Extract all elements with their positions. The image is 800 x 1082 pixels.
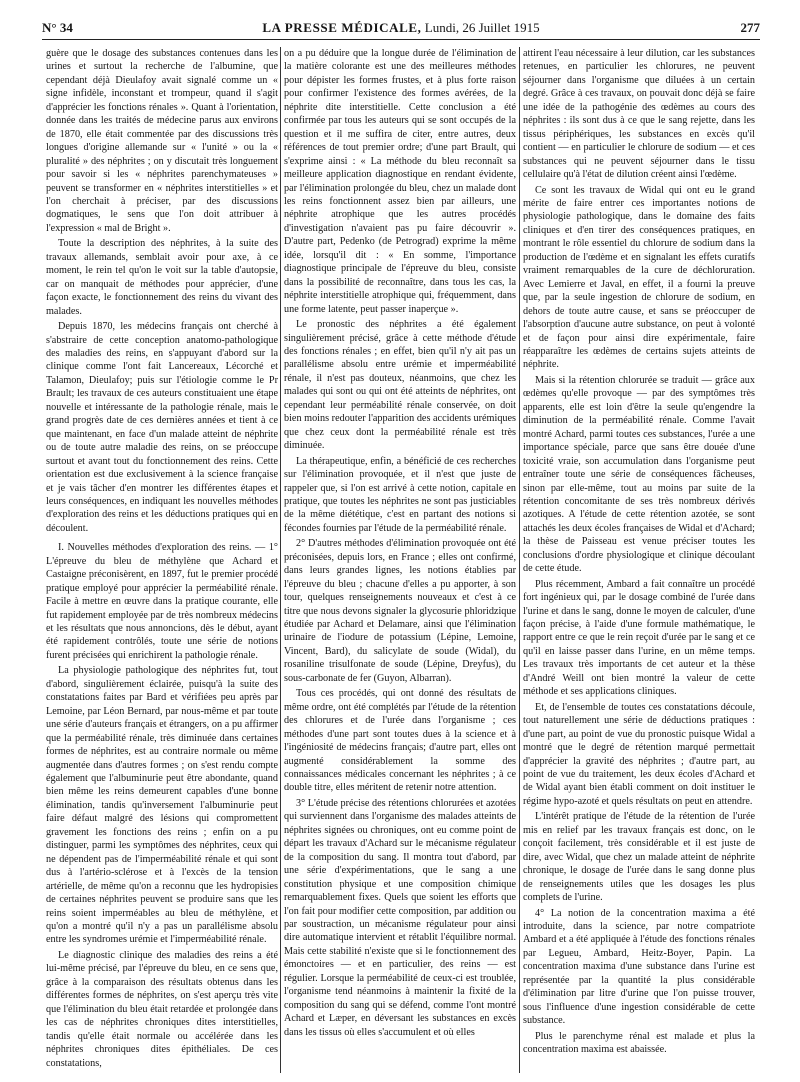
text-column-2 (284, 47, 516, 1075)
column-rule (280, 47, 281, 1073)
body-paragraph: 2° D'autres méthodes d'élimination provoquée ont été préconisées, depuis lors, en France ; elles ont confirmé, dans leurs grandes lignes, les notions établies par l'épreuve du bleu ; chacune d'elles a pu apporter, à son tour, quelques renseignements nouveaux et c'est à ce titre que nous devons signaler la glycosurie phloridzique étudiée par Achard et Delamare, ainsi que l'élimination urinaire de l'iodure de potassium (Lépine, Lemoine, Vincent, Bard), du salicylate de soude (Widal), du rosaniline trisulfonate de soude (Lépine, Dreyfus), du sous-carbonate de fer (Guyon, Albarran). (284, 538, 516, 684)
running-header (42, 17, 760, 40)
body-paragraph: Depuis 1870, les médecins français ont cherché à s'abstraire de cette conception anatomo-pathologique des maladies des reins, en s'appuyant d'abord sur la clinique comme l'ont fait Lancereaux, Lécorché et Talamon, Dieulafoy; puis sur l'étiologie comme le Pr Brault; les travaux de ces auteurs constituaient une étape nouvelle et intéressante de la pathologie rénale, mais le grand progrès date de ces dernières années et tient à ce que maintenant, en face d'un malade atteint de néphrite ou de toute autre maladie des reins, on se préoccupe surtout et avant tout du fonctionnement des reins. Cette orientation est due exclusivement à la science française et je vais tâcher d'en montrer les différentes étapes et leurs conséquences, en indiquant les nouvelles méthodes d'exploration des reins et les déductions pratiques qui en découlent. (46, 321, 278, 534)
body-paragraph: Le diagnostic clinique des maladies des reins a été lui-même précisé, par l'épreuve du bleu, en ce sens que, grâce à la comparaison des résultats obtenus dans les différentes formes de néphrites, on s'est aperçu très vite que l'élimination du bleu était retardée et prolongée dans les cas de néphrites chroniques dites interstitielles, tandis qu'elle était normale ou accélérée dans les néphrites chroniques dites épithéliales. De ces constatations, (46, 949, 278, 1069)
column-rule (519, 47, 520, 1073)
body-paragraph: guère que le dosage des substances contenues dans les urines et surtout la recherche de l'albumine, que cependant déjà Dieulafoy avait signalé comme un « signe infidèle, inconstant et trompeur, quand il s'agit d'apprécier les fonctions rénales ». Quant à l'orientation, donnée dans les traités de médecine parus aux environs de 1870, elle était commentée par des discussions très longues d'origine allemande sur « l'unité » ou la « pluralité » des néphrites ; on y discutait très longuement pour savoir si les « néphrites parenchymateuses » peuvent se transformer en « néphrites interstitielles » et l'on cherchait à préciser, par des discussions dogmatiques, le sens que l'on doit attribuer à l'expression « mal de Bright ». (46, 48, 278, 234)
page-number: 277 (740, 20, 760, 35)
text-column-1 (46, 47, 278, 1075)
body-paragraph: Ce sont les travaux de Widal qui ont eu le grand mérite de faire entrer ces importantes notions de physiologie pathologique, dans le domaine des faits cliniques et d'en tirer des conséquences pratiques, en montrant le rôle essentiel du chlorure de sodium dans la production de l'œdème et en signalant les effets curatifs vraiment remarquables de la cure de déchloruration. Avec Lemierre et Javal, en effet, il a fourni la preuve que, par la seule ingestion de chlorure de sodium, en dehors de toute autre cause, et sans se préoccuper de l'absorption d'aucune autre substance, on peut à volonté et de façon pour ainsi dire expérimentale, faire réapparaître les œdèmes de certains sujets atteints de néphrite. (523, 184, 755, 371)
body-paragraph: Et, de l'ensemble de toutes ces constatations découle, tout naturellement une série de déductions pratiques : d'une part, au point de vue du pronostic puisque Widal a montré que le degré de rétention marqué permettait d'apprécier la gravité des néphrites ; d'autre part, au point de vue du traitement, les deux écoles d'Achard et de Widal ayant bien établi comment on doit instituer le régime hypo-azoté et quels résultats on peut en attendre. (523, 701, 755, 807)
body-paragraph: Toute la description des néphrites, à la suite des travaux allemands, semblait avoir pour axe, à ce moment, le rein tel qu'on le voit sur la table d'autopsie, car on manquait de méthodes pour apprécier, d'une façon exacte, le fonctionnement des reins du vivant des malades. (46, 238, 278, 317)
body-paragraph: on a pu déduire que la longue durée de l'élimination de la matière colorante est une des meilleures méthodes pour dépister les formes frustes, et à plus forte raison pour confirmer l'existence des formes avérées, de la néphrite dite interstitielle. Cette conclusion a été confirmée par tous les auteurs qui se sont occupés de la question et il me suffira de citer, entre autres, deux références de tout premier ordre; d'une part Brault, qui s'exprime ainsi : « La méthode du bleu reconnaît sa meilleure application diagnostique en rendant évidente, par l'élimination prolongée du bleu, chez un malade dont les reins fonctionnent assez bien par ailleurs, une néphrite atrophique que les autres procédés d'investigation n'avaient pas pu faire découvrir ». D'autre part, Pedenko (de Petrograd) exprime la même idée, lorsqu'il dit : « En somme, l'importance diagnostique principale de l'épreuve du bleu, consiste dans la possibilité de reconnaître, dans tous les cas, la néphrite interstitielle atrophique qui, fréquemment, dans une forme latente, peut passer inaperçue ». (284, 48, 516, 315)
journal-title: LA PRESSE MÉDICALE, (262, 20, 422, 35)
issue-number: N° 34 (42, 20, 73, 35)
masthead (42, 20, 760, 36)
body-paragraph: Plus le parenchyme rénal est malade et plus la concentration maxima est abaissée. (523, 1030, 755, 1056)
body-paragraph: 4° La notion de la concentration maxima a été introduite, dans la science, par notre compatriote Ambard et a été appliquée à l'étude des fonctions rénales par Legueu, Ambard, Heitz-Boyer, Papin. La concentration maxima d'une substance dans l'urine est représentée par la quantité la plus considérable d'élimination par litre d'urine que l'on puisse trouver, sous l'influence d'une ingestion considérable de cette substance. (523, 907, 755, 1027)
body-paragraph: L'intérêt pratique de l'étude de la rétention de l'urée mis en relief par les travaux français est donc, on le conçoit facilement, très considérable et il est juste de dire, avec Widal, que chez un malade atteint de néphrite chronique, le dosage de l'urée dans le sang donne plus de renseignements utiles que les dosages les plus complets de l'urine. (523, 811, 755, 904)
body-paragraph: 3° L'étude précise des rétentions chlorurées et azotées qui surviennent dans l'organisme des malades atteints de néphrites signées ou chroniques, ont eu comme point de départ les travaux d'Achard sur le mécanisme régulateur de la composition du sang. Il montra tout d'abord, par une série d'expérimentations, que le sang a une constitution physique et une composition chimique remarquablement fixes. Quels que soient les efforts que l'on fait pour modifier cette composition, par addition ou par soustraction, un mécanisme régulateur pour ainsi dire automatique intervient et rétablit l'équilibre normal. Mais cette stabilité n'existe que si le fonctionnement des émonctoires — et en particulier, des reins — est régulier. Lorsque la perméabilité de ceux-ci est troublée, l'organisme tend néanmoins à maintenir la fixité de la composition du sang qui se défend, comme l'ont montré Achard et Læper, en déversant les substances en excès dans les tissus où elles s'accumulent et où elles (284, 797, 516, 1038)
body-paragraph: La thérapeutique, enfin, a bénéficié de ces recherches sur l'élimination provoquée, et il n'est que juste de rappeler que, si l'on est arrivé à cette notion, capitale en pratique, que toutes les néphrites ne sont pas justiciables de la même diététique, c'est en partant des notions si fécondes fournies par l'étude de la perméabilité rénale. (284, 455, 516, 534)
body-paragraph: Mais si la rétention chlorurée se traduit — grâce aux œdèmes qu'elle provoque — par des symptômes très apparents, elle est loin d'être la seule qu'engendre la diminution de la perméabilité rénale. Comme l'avait montré Achard, parmi toutes ces substances, l'urée a une importance spéciale, parce que sans être douée d'une toxicité vraie, son accumulation dans l'organisme peut entraîner toute une série de conséquences fâcheuses, sinon par elle-même, tout au moins par suite de la rétention concomitante de ses très nombreux dérivés azotiques. A l'étude de cette rétention azotée, se sont attachés les deux écoles françaises de Widal et d'Achard; la thèse de Paisseau est venue préciser toutes les conclusions d'ordre physiologique et clinique découlant de cette étude. (523, 374, 755, 575)
body-paragraph: Le pronostic des néphrites a été également singulièrement précisé, grâce à cette méthode d'étude des fonctions rénales ; en effet, bien qu'il n'y ait pas un parallélisme absolu entre urémie et imperméabilité rénale, il n'est pas douteux, néanmoins, que chez les malades qui sont ou qui ont été atteints de néphrites, ont cependant leur perméabilité rénale conservée, on doit bien moins redouter l'apparition des accidents urémiques que chez ceux dont la perméabilité rénale est très diminuée. (284, 319, 516, 452)
body-paragraph: La physiologie pathologique des néphrites fut, tout d'abord, singulièrement éclairée, puisqu'à la suite des constatations faites par Bard et vérifiées peu après par Lemoine, par Léon Bernard, par nous-même et par toute une série d'auteurs français et étrangers, on a pu affirmer que la perméabilité rénale, très diminuée dans certaines formes de néphrites, est au contraire normale ou même augmentée dans d'autres formes ; on s'est rendu compte également que l'albuminurie peut être abondante, quand bien même les reins demeurent capables d'une bonne élimination, tandis qu'inversement l'albuminurie peut faire défaut malgré des lésions qui compromettent gravement les fonctions des reins ; enfin on a pu distinguer, parmi les symptômes des néphrites, ceux qui ne dépendent pas de l'imperméabilité rénale et qui sont dus à l'artério-sclérose et à l'excès de la tension artérielle, de même qu'on a reconnu que les hydropisies de certaines néphrites peuvent se produire sans que les reins soient imperméables au bleu de méthylène, et qu'on a montré qu'il n'y a pas un parallélisme absolu entre les syndromes urémie et l'imperméabilité rénale. (46, 665, 278, 946)
body-paragraph: attirent l'eau nécessaire à leur dilution, car les substances retenues, en particulier les chlorures, ne peuvent séjourner dans l'organisme que diluées à un certain degré. Grâce à ces travaux, on pouvait donc déjà se faire une idée de la pathogénie des œdèmes au cours des néphrites : ils sont dus à ce que le sang rejette, dans les tissus périphériques, les substances en excès qu'il contient — en particulier le chlorure de sodium — et ces substances qui ne peuvent séjourner dans le tissu cellulaire qu'à l'état de dilution créent ainsi l'œdème. (523, 48, 755, 181)
issue-date: Lundi, 26 Juillet 1915 (424, 20, 540, 35)
section-paragraph: I. Nouvelles méthodes d'exploration des reins. — 1° L'épreuve du bleu de méthylène que Achard et Castaigne préconisèrent, en 1897, fut le premier procédé pratique employé pour apprécier la perméabilité rénale. Facile à mettre en œuvre dans la pratique courante, elle fut rapidement employée par de très nombreux médecins et les résultats que nous annoncions, dès le début, ayant été rapidement contrôlés, toute une série de notions furent précisées qui enrichirent la pathologie rénale. (46, 542, 278, 661)
body-paragraph: Tous ces procédés, qui ont donné des résultats de même ordre, ont été complétés par l'étude de la rétention des chlorures et de l'urée dans l'organisme ; ces méthodes d'une part sont toutes dues à la science et à l'ingéniosité de médecins français; d'autre part, elles ont augmenté considérablement la somme des connaissances médicales concernant les néphrites ; à ce double titre, elles méritent de retenir notre attention. (284, 688, 516, 794)
body-paragraph: Plus récemment, Ambard a fait connaître un procédé fort ingénieux qui, par le dosage combiné de l'urée dans l'urine et dans le sang, donne le moyen de calculer, d'une façon précise, à l'aide d'une formule mathématique, le rapport entre ce que le rein reçoit d'urée par le sang et ce qu'il en laisse passer dans l'urine, en un même temps. Les travaux très importants de cet auteur et la thèse d'André Weill ont bien montré la valeur de cette méthode et ses applications cliniques. (523, 578, 755, 698)
text-column-3 (523, 47, 755, 1075)
